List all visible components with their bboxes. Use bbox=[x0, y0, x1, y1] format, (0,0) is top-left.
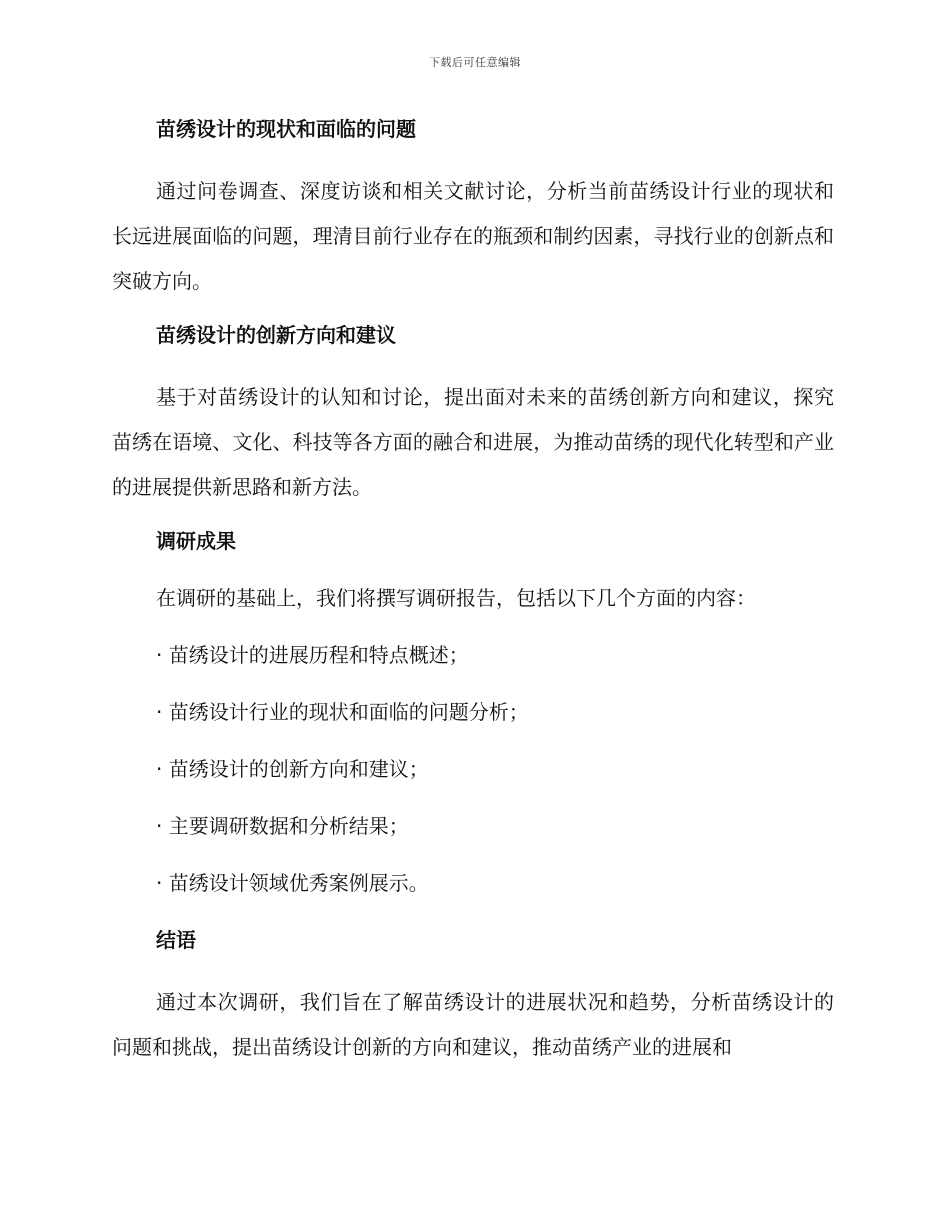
section-paragraph-status: 通过问卷调查、深度访谈和相关文献讨论，分析当前苗绣设计行业的现状和长远进展面临的问题，理清目前行业存在的瓶颈和制约因素，寻找行业的创新点和突破方向。 bbox=[112, 179, 834, 293]
list-item: · 苗绣设计领域优秀案例展示。 bbox=[156, 871, 429, 895]
list-item: · 苗绣设计行业的现状和面临的问题分析； bbox=[156, 700, 529, 724]
list-item: · 苗绣设计的创新方向和建议； bbox=[156, 757, 429, 781]
section-intro-results: 在调研的基础上，我们将撰写调研报告，包括以下几个方面的内容： bbox=[156, 586, 756, 610]
section-paragraph-conclusion: 通过本次调研，我们旨在了解苗绣设计的进展状况和趋势，分析苗绣设计的问题和挑战，提出苗绣设计创新的方向和建议，推动苗绣产业的进展和 bbox=[112, 990, 834, 1059]
section-heading-innovation: 苗绣设计的创新方向和建议 bbox=[156, 323, 396, 347]
list-item: · 苗绣设计的进展历程和特点概述； bbox=[156, 643, 469, 667]
header-note: 下载后可任意编辑 bbox=[429, 56, 521, 69]
results-bullet-list bbox=[112, 638, 834, 900]
section-heading-status: 苗绣设计的现状和面临的问题 bbox=[156, 117, 416, 141]
section-heading-conclusion: 结语 bbox=[156, 928, 196, 952]
section-paragraph-innovation: 基于对苗绣设计的认知和讨论，提出面对未来的苗绣创新方向和建议，探究苗绣在语境、文化、科技等各方面的融合和进展，为推动苗绣的现代化转型和产业的进展提供新思路和新方法。 bbox=[112, 385, 834, 499]
list-item: · 主要调研数据和分析结果； bbox=[156, 814, 409, 838]
section-heading-results: 调研成果 bbox=[156, 529, 236, 553]
document-body bbox=[112, 112, 834, 1084]
